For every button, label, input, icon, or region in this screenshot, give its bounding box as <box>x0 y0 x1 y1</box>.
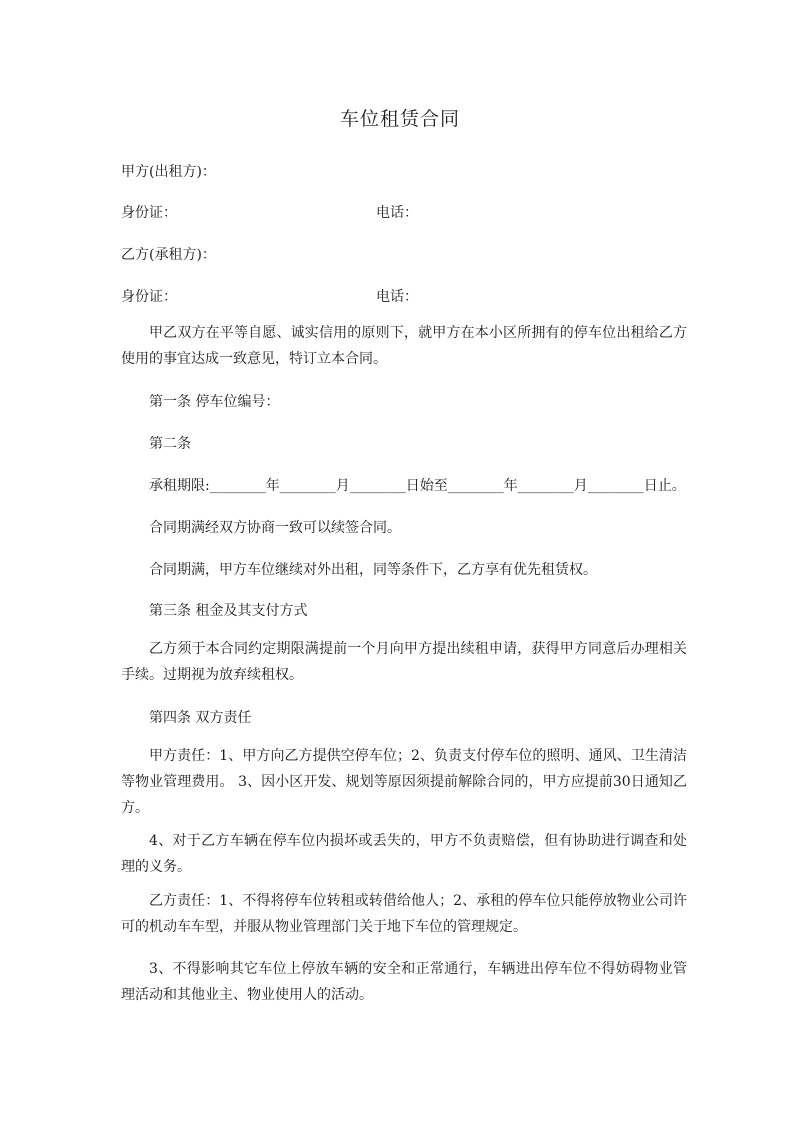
article-3-heading: 第三条 租金及其支付方式 <box>149 603 308 619</box>
party-a-phone-label: 电话： <box>376 205 418 221</box>
renewal-paragraph: 合同期满经双方协商一致可以续签合同。 <box>149 520 401 536</box>
party-a-label: 甲方(出租方)： <box>121 164 216 180</box>
party-b-label: 乙方(承租方)： <box>121 247 216 263</box>
party-b-duty-3-paragraph: 3、不得影响其它车位上停放车辆的安全和正常通行，车辆进出停车位不得妨碍物业管理活动和其他业主、物业使用人的活动。 <box>121 961 687 1003</box>
article-4-heading: 第四条 双方责任 <box>149 710 252 726</box>
article-1-heading: 第一条 停车位编号： <box>149 394 280 410</box>
party-b-duty-paragraph: 乙方责任：1、不得将停车位转租或转借给他人；2、承租的停车位只能停放物业公司许可的机动车车型，并服从物业管理部门关于地下车位的管理规定。 <box>121 893 687 935</box>
document-title: 车位租赁合同 <box>339 108 460 130</box>
party-a-id-label: 身份证： <box>121 205 177 221</box>
priority-paragraph: 合同期满，甲方车位继续对外出租，同等条件下，乙方享有优先租赁权。 <box>149 562 597 578</box>
party-b-phone-label: 电话： <box>376 289 418 305</box>
party-a-duty-paragraph: 甲方责任：1、甲方向乙方提供空停车位；2、负责支付停车位的照明、通风、卫生清洁等物业管理费用。 3、因小区开发、规划等原因须提前解除合同的，甲方应提前30日通知乙方。 <box>121 748 687 816</box>
article-2-heading: 第二条 <box>149 436 191 452</box>
lease-term-line: 承租期限:________年________月________日始至________年________月________日止。 <box>149 478 686 494</box>
intro-paragraph: 甲乙双方在平等自愿、诚实信用的原则下，就甲方在本小区所拥有的停车位出租给乙方使用的事宜达成一致意见，特订立本合同。 <box>121 325 687 367</box>
article-3-paragraph: 乙方须于本合同约定期限满提前一个月向甲方提出续租申请，获得甲方同意后办理相关手续。过期视为放弃续租权。 <box>121 641 687 683</box>
party-a-duty-4-paragraph: 4、对于乙方车辆在停车位内损坏或丢失的，甲方不负责赔偿，但有协助进行调查和处理的义务。 <box>121 833 687 875</box>
party-b-id-label: 身份证： <box>121 289 177 305</box>
